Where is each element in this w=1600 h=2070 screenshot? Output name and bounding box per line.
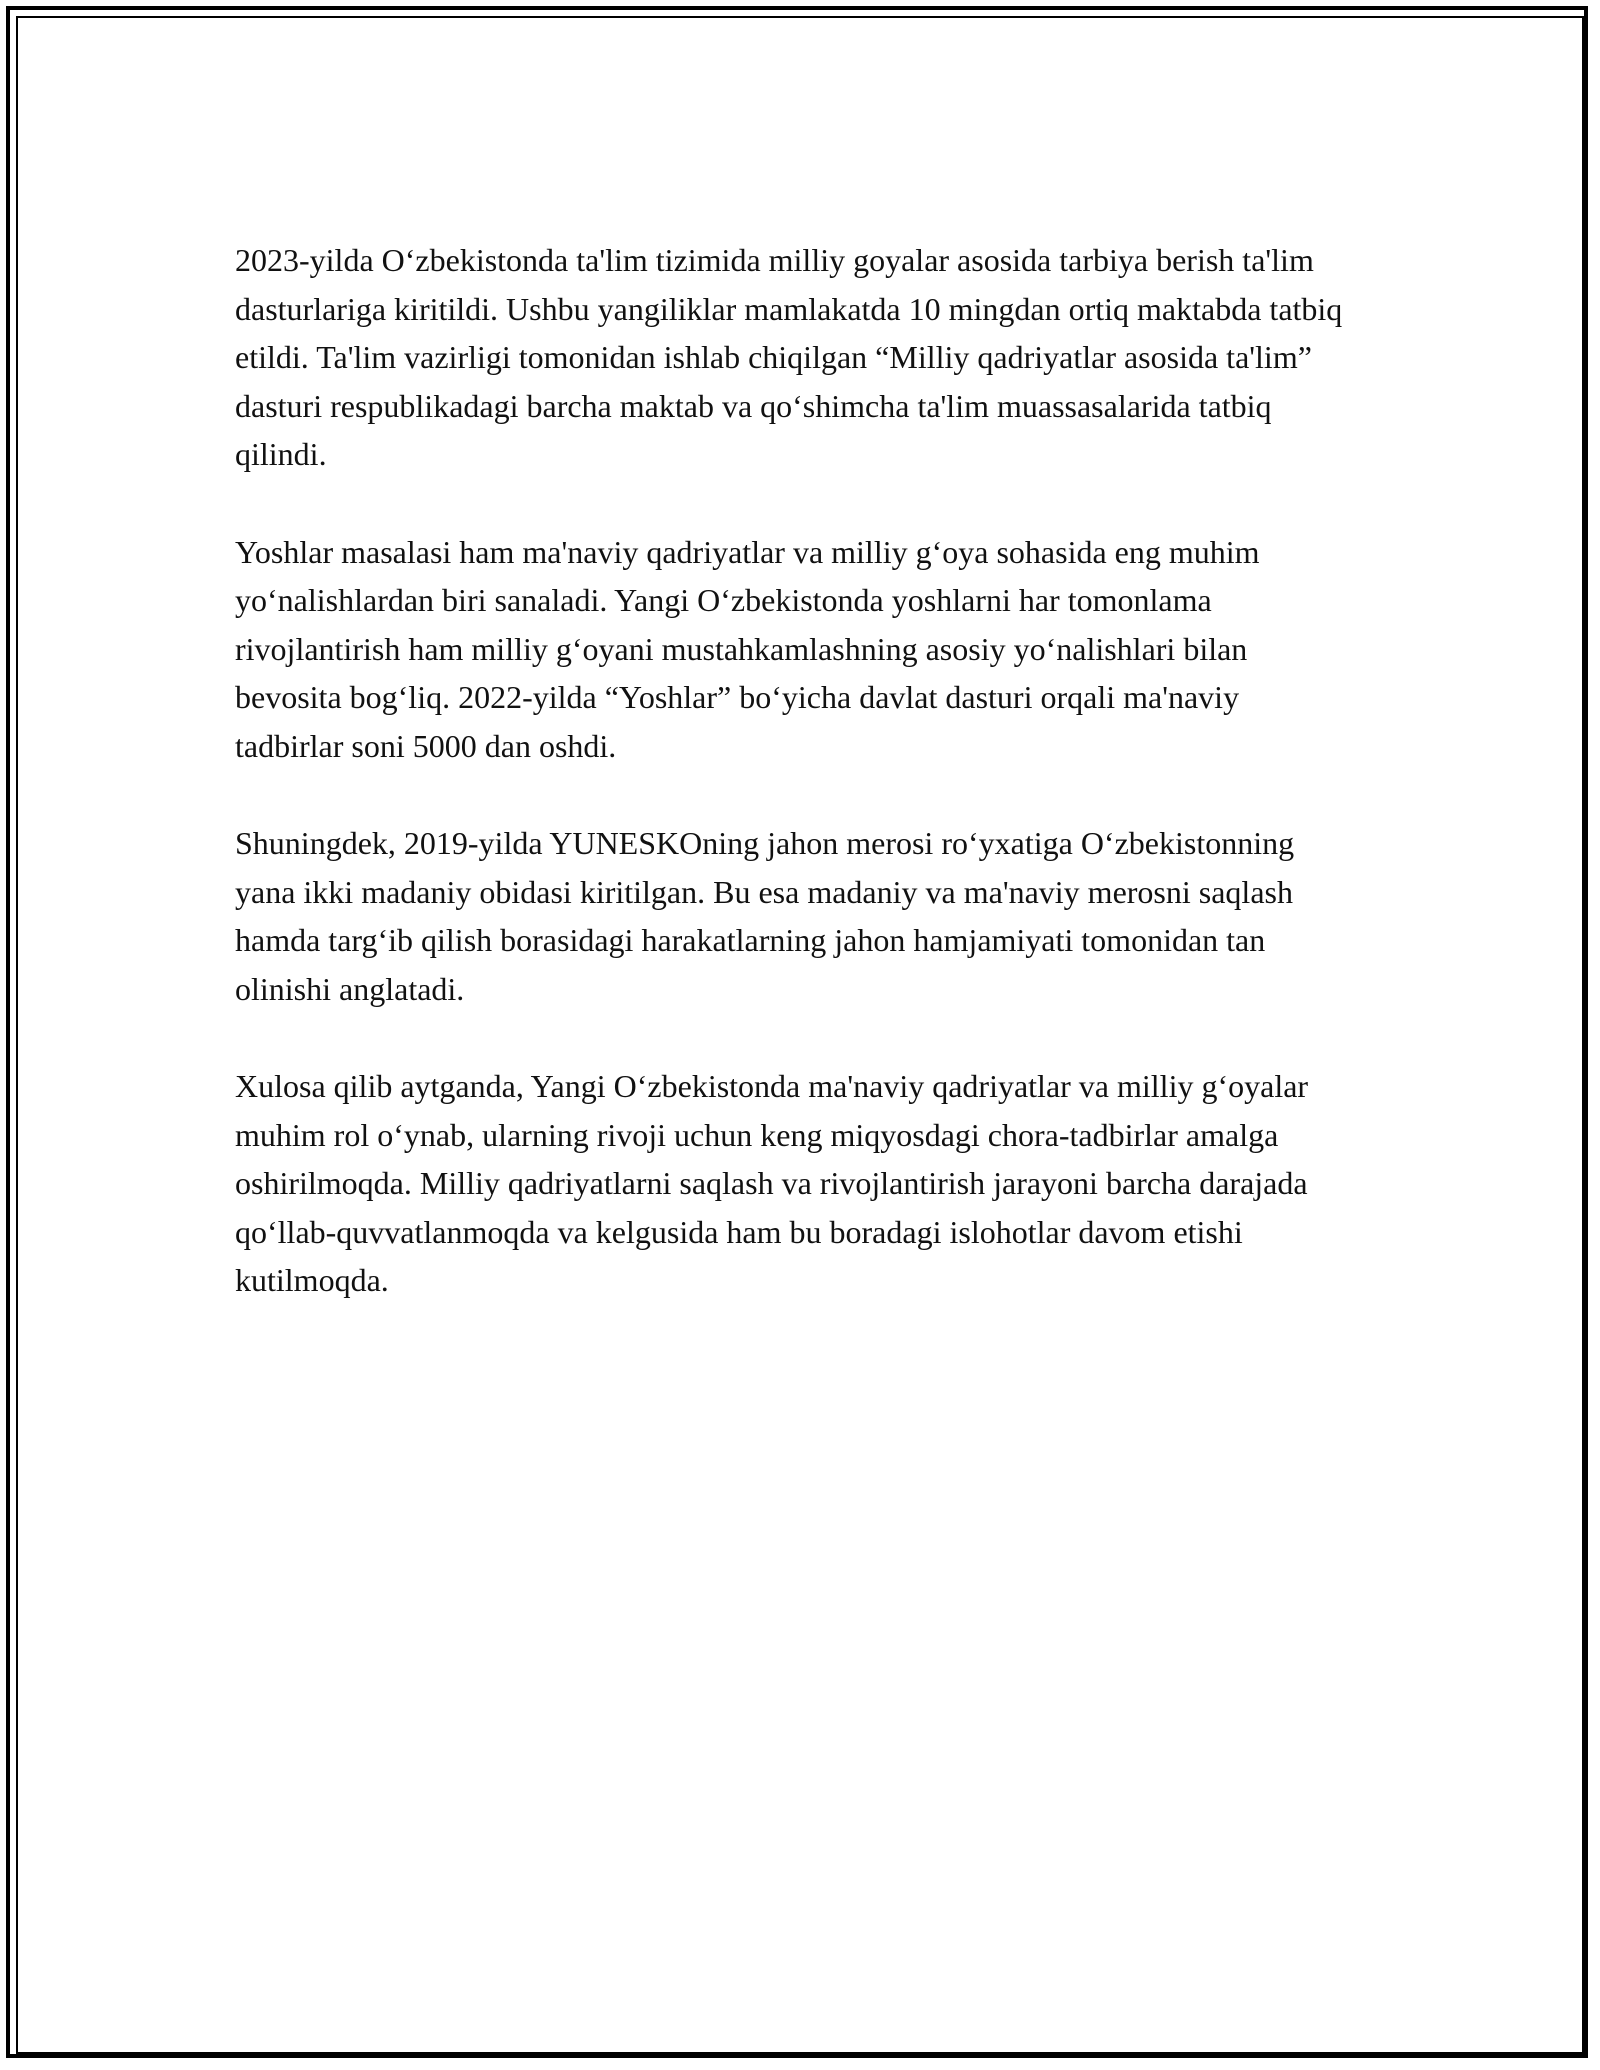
document-body	[235, 236, 1355, 1354]
paragraph-youth: Yoshlar masalasi ham ma'naviy qadriyatlar va milliy g‘oya sohasida eng muhim yo‘nalishlardan biri sanaladi. Yangi O‘zbekistonda yoshlarni har tomonlama rivojlantirish ham milliy g‘oyani mustahkamlashning asosiy yo‘nalishlari bilan bevosita bog‘liq. 2022-yilda “Yoshlar” bo‘yicha davlat dasturi orqali ma'naviy tadbirlar soni 5000 dan oshdi.	[235, 533, 1260, 764]
paragraph-conclusion: Xulosa qilib aytganda, Yangi O‘zbekistonda ma'naviy qadriyatlar va milliy g‘oyalar muhim rol o‘ynab, ularning rivoji uchun keng miqyosdagi chora-tadbirlar amalga oshirilmoqda. Milliy qadriyatlarni saqlash va rivojlantirish jarayoni barcha darajada qo‘llab-quvvatlanmoqda va kelgusida ham bu boradagi islohotlar davom etishi kutilmoqda.	[235, 1068, 1309, 1298]
paragraph-unesco: Shuningdek, 2019-yilda YUNESKOning jahon merosi ro‘yxatiga O‘zbekistonning yana ikki madaniy obidasi kiritilgan. Bu esa madaniy va ma'naviy merosni saqlash hamda targ‘ib qilish borasidagi harakatlarning jahon hamjamiyati tomonidan tan olinishi anglatadi.	[235, 825, 1295, 1007]
paragraph-education: 2023-yilda O‘zbekistonda ta'lim tizimida milliy goyalar asosida tarbiya berish ta'lim dasturlariga kiritildi. Ushbu yangiliklar mamlakatda 10 mingdan ortiq maktabda tatbiq etildi. Ta'lim vazirligi tomonidan ishlab chiqilgan “Milliy qadriyatlar asosida ta'lim” dasturi respublikadagi barcha maktab va qo‘shimcha ta'lim muassasalarida tatbiq qilindi.	[235, 242, 1343, 472]
